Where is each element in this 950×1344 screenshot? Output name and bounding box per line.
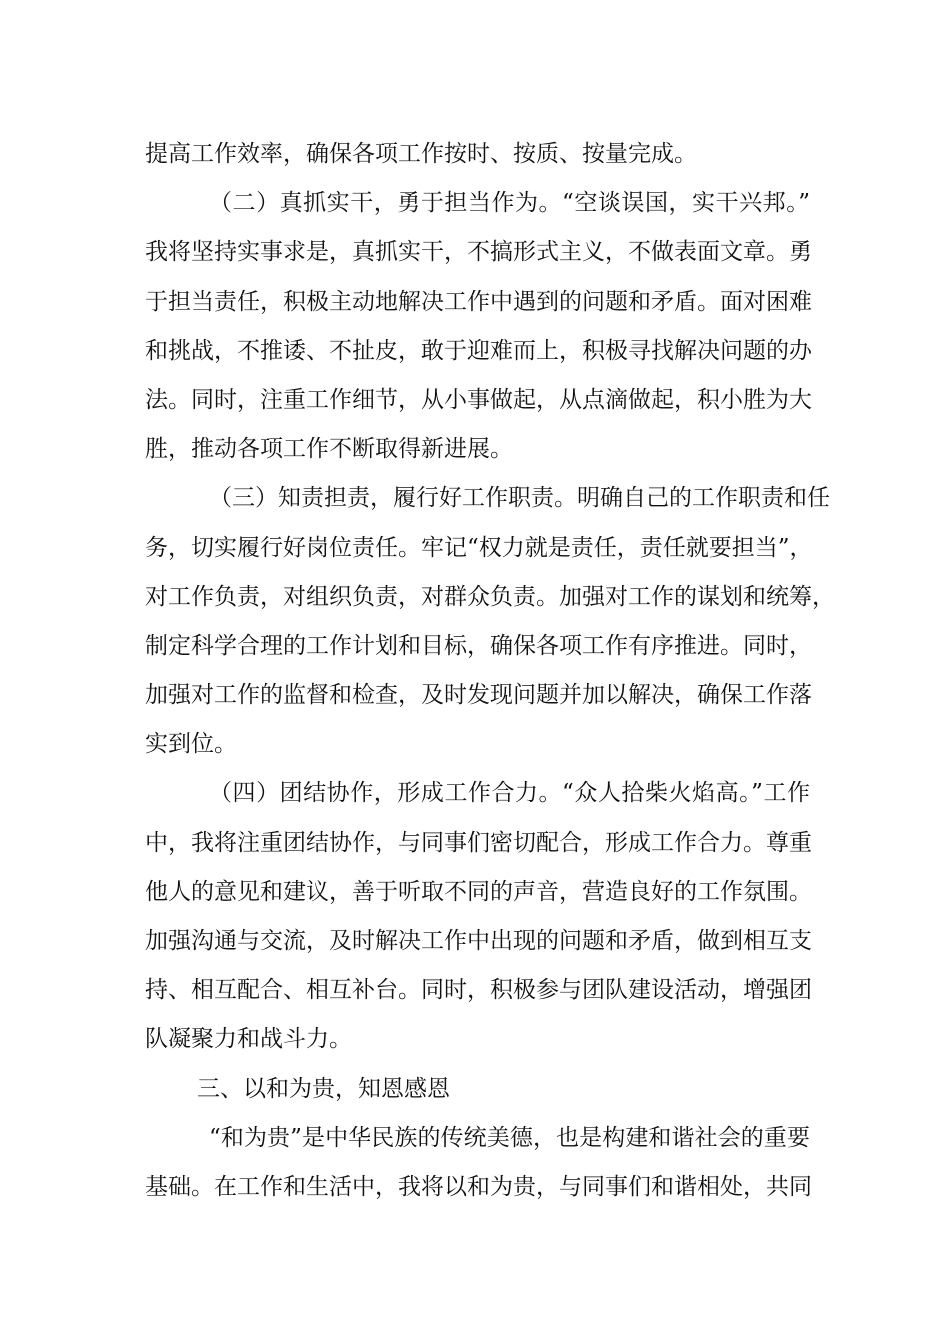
paragraph-line: 基础。在工作和生活中，我将以和为贵，与同事们和谐相处，共同 (145, 1173, 812, 1200)
paragraph-line: 务，切实履行好岗位责任。牢记“权力就是责任，责任就要担当”， (145, 534, 813, 561)
paragraph-line: 队凝聚力和战斗力。 (145, 1026, 352, 1053)
paragraph-line: “和为贵”是中华民族的传统美德，也是构建和谐社会的重要 (209, 1124, 810, 1151)
paragraph-line: 提高工作效率，确保各项工作按时、按质、按量完成。 (145, 141, 697, 167)
paragraph-line: 于担当责任，积极主动地解决工作中遇到的问题和矛盾。面对困难 (145, 288, 812, 315)
paragraph-line: （四）团结协作，形成工作合力。“众人拾柴火焰高。”工作 (209, 780, 810, 807)
paragraph-line: 胜，推动各项工作不断取得新进展。 (145, 436, 513, 463)
paragraph-line: 他人的意见和建议，善于听取不同的声音，营造良好的工作氛围。 (145, 878, 812, 905)
paragraph-line: 加强沟通与交流，及时解决工作中出现的问题和矛盾，做到相互支 (145, 928, 812, 954)
paragraph-line: 加强对工作的监督和检查，及时发现问题并加以解决，确保工作落 (145, 682, 812, 709)
paragraph-line: 和挑战，不推诿、不扯皮，敢于迎难而上，积极寻找解决问题的办 (145, 337, 812, 364)
paragraph-line: 法。同时，注重工作细节，从小事做起，从点滴做起，积小胜为大 (145, 386, 812, 413)
paragraph-line: 实到位。 (145, 731, 237, 758)
paragraph-line: 对工作负责，对组织负责，对群众负责。加强对工作的谋划和统筹， (145, 583, 835, 610)
paragraph-line: 持、相互配合、相互补台。同时，积极参与团队建设活动，增强团 (145, 977, 812, 1004)
paragraph-line: （二）真抓实干，勇于担当作为。“空谈误国，实干兴邦。” (209, 190, 810, 217)
paragraph-line: 我将坚持实事求是，真抓实干，不搞形式主义，不做表面文章。勇 (145, 239, 812, 266)
paragraph-line: 中，我将注重团结协作，与同事们密切配合，形成工作合力。尊重 (145, 829, 812, 856)
paragraph-line: 制定科学合理的工作计划和目标，确保各项工作有序推进。同时， (145, 632, 812, 659)
paragraph-line: （三）知责担责，履行好工作职责。明确自己的工作职责和任 (209, 485, 830, 512)
section-heading: 三、以和为贵，知恩感恩 (197, 1075, 450, 1102)
document-page (145, 130, 835, 1212)
